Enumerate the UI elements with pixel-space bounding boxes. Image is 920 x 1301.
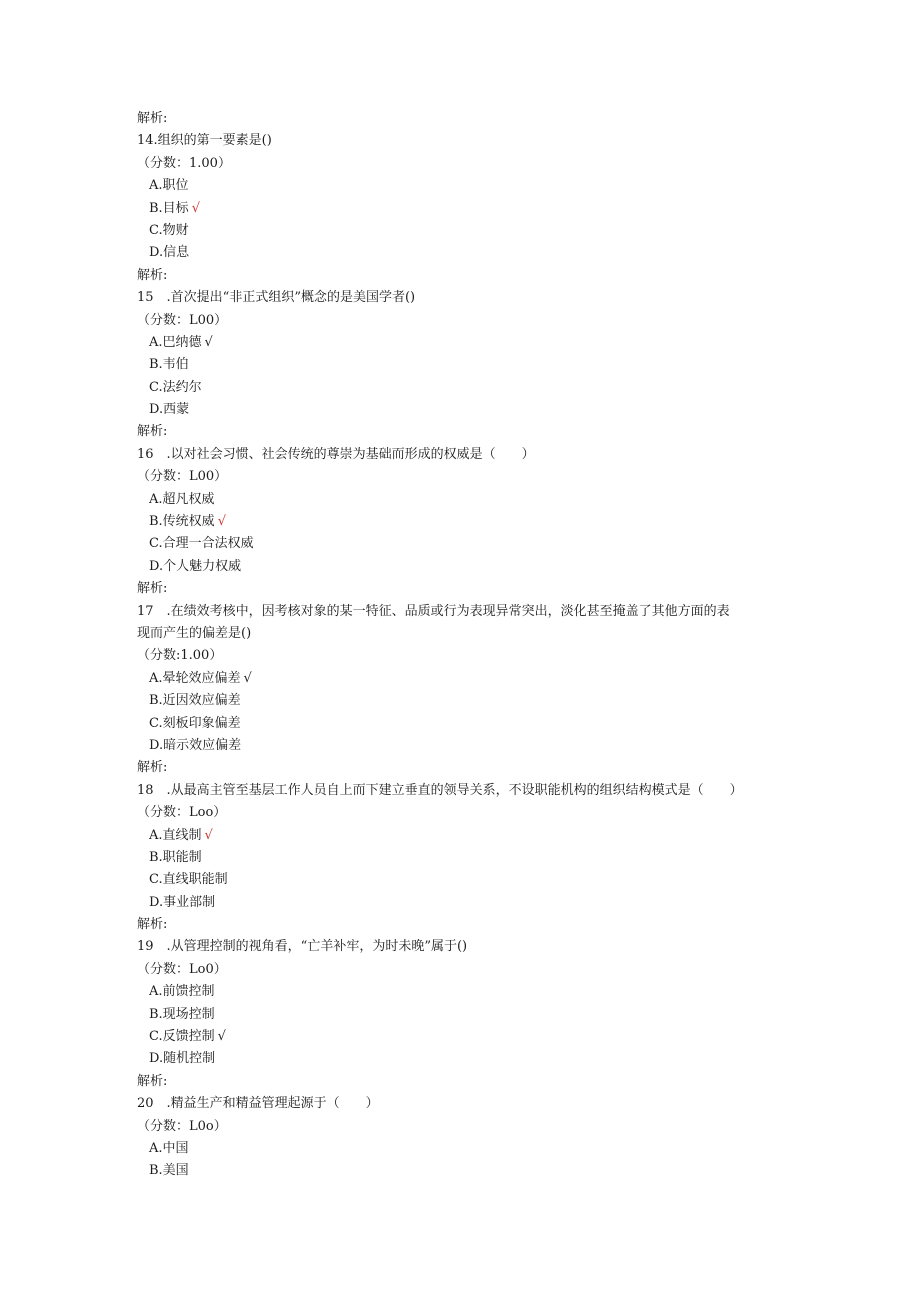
answer-option [137,1004,777,1026]
option-text: A.中国 [149,1140,189,1156]
answer-option [137,332,777,354]
question-block [137,601,777,780]
question-text: 19 .从管理控制的视角看，“亡羊补牢，为时未晚”属于() [137,939,468,955]
option-text: B.韦伯 [149,357,189,373]
option-text: A.巴纳德 [149,334,202,350]
question-score: （分数：1.00） [137,155,231,171]
answer-option [137,690,777,712]
option-text: D.西蒙 [149,402,190,418]
analysis-label: 解析: [137,267,168,283]
answer-option [137,847,777,869]
option-text: B.职能制 [149,849,202,865]
analysis-label: 解析: [137,917,168,933]
option-text: D.信息 [149,245,190,261]
answer-option [137,892,777,914]
option-text: C.法约尔 [149,379,202,395]
correct-check-icon: √ [204,334,213,350]
option-text: A.晕轮效应偏差 [149,670,241,686]
question-text: 16 .以对社会习惯、社会传统的尊崇为基础而形成的权威是（ ） [137,446,535,462]
answer-option [137,175,777,197]
option-text: C.物财 [149,222,189,238]
question-score: （分数:1.00） [137,648,223,664]
question-block [137,130,777,287]
answer-option [137,220,777,242]
correct-check-icon: √ [204,827,213,843]
question-block [137,780,777,937]
answer-option [137,354,777,376]
correct-check-icon: √ [217,514,226,530]
question-score: （分数：Loo） [137,805,227,821]
option-text: A.超凡权威 [149,491,215,507]
answer-option [137,869,777,891]
answer-option [137,668,777,690]
question-text: 15 .首次提出“非正式组织”概念的是美国学者() [137,290,416,306]
question-score: （分数：L00） [137,312,228,328]
option-text: A.前馈控制 [149,984,215,1000]
answer-option [137,735,777,757]
question-block [137,1093,777,1183]
question-text-line: 17 .在绩效考核中，因考核对象的某一特征、品质或行为表现异常突出，淡化甚至掩盖了其他方面的表 [137,603,730,619]
exam-document [137,108,777,1183]
option-text: D.随机控制 [149,1051,216,1067]
question-list [137,130,777,1182]
option-text: C.反馈控制 [149,1029,215,1045]
correct-check-icon: √ [191,200,200,216]
option-text: D.事业部制 [149,894,216,910]
answer-option [137,1026,777,1048]
option-text: B.现场控制 [149,1006,215,1022]
question-block [137,287,777,444]
answer-option [137,198,777,220]
analysis-label: 解析: [137,581,168,597]
option-text: B.美国 [149,1163,189,1179]
answer-option [137,556,777,578]
analysis-label: 解析: [137,111,168,126]
correct-check-icon: √ [217,1029,226,1045]
correct-check-icon: √ [243,670,252,686]
option-text: C.合理一合法权威 [149,536,254,552]
option-text: B.目标 [149,200,189,216]
option-text: A.职位 [149,178,189,194]
question-score: （分数：L00） [137,469,228,485]
answer-option [137,489,777,511]
question-score: （分数：L0o） [137,1118,227,1134]
question-text-line: 现而产生的偏差是() [137,625,252,641]
answer-option [137,377,777,399]
answer-option [137,713,777,735]
question-text: 20 .精益生产和精益管理起源于（ ） [137,1096,379,1112]
question-block [137,444,777,601]
question-text: 14.组织的第一要素是() [137,133,272,149]
option-text: A.直线制 [149,827,202,843]
option-text: B.近因效应偏差 [149,693,241,709]
option-text: D.暗示效应偏差 [149,737,242,753]
analysis-label: 解析: [137,760,168,776]
answer-option [137,825,777,847]
analysis-label: 解析: [137,1073,168,1089]
option-text: B.传统权威 [149,514,215,530]
answer-option [137,533,777,555]
answer-option [137,981,777,1003]
option-text: D.个人魅力权威 [149,558,242,574]
analysis-label: 解析: [137,424,168,440]
answer-option [137,242,777,264]
option-text: C.刻板印象偏差 [149,715,241,731]
answer-option [137,511,777,533]
answer-option [137,1160,777,1182]
answer-option [137,399,777,421]
question-score: （分数：Lo0） [137,961,227,977]
question-text: 18 .从最高主管至基层工作人员自上而下建立垂直的领导关系，不设职能机构的组织结构模式是（ ） [137,782,743,798]
question-block [137,936,777,1093]
option-text: C.直线职能制 [149,872,228,888]
answer-option [137,1138,777,1160]
answer-option [137,1048,777,1070]
